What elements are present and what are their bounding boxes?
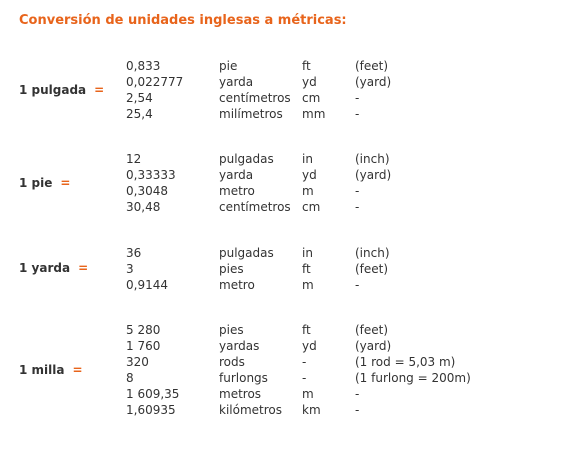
conversion-group-milla [0,322,564,422]
conversion-group-pulgada [0,58,564,128]
unit-abbreviation: in [302,152,313,166]
unit-name: pies [219,323,244,337]
conversion-value: 1 760 [126,339,161,353]
conversion-value: 30,48 [126,200,161,214]
unit-note: - [355,387,360,401]
unit-abbreviation: yd [302,339,317,353]
conversion-value: 0,33333 [126,168,176,182]
unit-label [19,83,104,97]
unit-name: metros [219,387,262,401]
unit-abbreviation: km [302,403,321,417]
unit-label [19,261,88,275]
unit-label-text: 1 yarda [19,261,71,275]
unit-note: (feet) [355,323,389,337]
unit-note: (inch) [355,246,390,260]
equals-sign: = [94,83,105,97]
unit-label-text: 1 milla [19,363,65,377]
conversion-value: 0,3048 [126,184,168,198]
unit-abbreviation: cm [302,91,321,105]
conversion-value: 2,54 [126,91,153,105]
conversion-group-yarda [0,245,564,297]
unit-name: yardas [219,339,260,353]
unit-name: pies [219,262,244,276]
equals-sign: = [72,363,83,377]
unit-name: yarda [219,75,254,89]
unit-name: pie [219,59,238,73]
unit-label-text: 1 pie [19,176,53,190]
unit-name: rods [219,355,245,369]
conversion-value: 1 609,35 [126,387,180,401]
unit-note: (yard) [355,75,392,89]
unit-note: (feet) [355,262,389,276]
unit-abbreviation: m [302,387,314,401]
unit-note: (yard) [355,339,392,353]
equals-sign: = [60,176,71,190]
unit-abbreviation: in [302,246,313,260]
unit-name: pulgadas [219,152,274,166]
unit-abbreviation: ft [302,262,311,276]
unit-abbreviation: yd [302,168,317,182]
unit-note: - [355,403,360,417]
unit-note: (feet) [355,59,389,73]
unit-label-text: 1 pulgada [19,83,87,97]
unit-abbreviation: m [302,184,314,198]
unit-name: metro [219,278,255,292]
conversion-value: 5 280 [126,323,161,337]
unit-label [19,176,70,190]
unit-note: - [355,200,360,214]
unit-note: - [355,91,360,105]
unit-note: (1 furlong = 200m) [355,371,471,385]
conversion-value: 12 [126,152,142,166]
unit-note: - [355,107,360,121]
unit-name: centímetros [219,200,291,214]
unit-name: centímetros [219,91,291,105]
unit-name: furlongs [219,371,268,385]
conversion-value: 36 [126,246,142,260]
unit-name: metro [219,184,255,198]
unit-abbreviation: m [302,278,314,292]
conversion-value: 0,022777 [126,75,184,89]
conversion-value: 3 [126,262,134,276]
conversion-value: 1,60935 [126,403,176,417]
conversion-value: 0,833 [126,59,161,73]
conversion-value: 25,4 [126,107,153,121]
unit-abbreviation: ft [302,59,311,73]
unit-note: - [355,184,360,198]
unit-note: (1 rod = 5,03 m) [355,355,456,369]
unit-abbreviation: - [302,371,307,385]
unit-abbreviation: - [302,355,307,369]
unit-label [19,363,83,377]
unit-note: (inch) [355,152,390,166]
unit-abbreviation: cm [302,200,321,214]
unit-note: (yard) [355,168,392,182]
conversion-value: 320 [126,355,149,369]
page-title: Conversión de unidades inglesas a métricas: [19,13,347,28]
unit-name: kilómetros [219,403,282,417]
unit-name: pulgadas [219,246,274,260]
unit-abbreviation: ft [302,323,311,337]
unit-note: - [355,278,360,292]
unit-name: milímetros [219,107,283,121]
conversion-group-pie [0,151,564,221]
unit-name: yarda [219,168,254,182]
conversion-value: 8 [126,371,134,385]
equals-sign: = [78,261,89,275]
unit-abbreviation: yd [302,75,317,89]
unit-abbreviation: mm [302,107,326,121]
conversion-value: 0,9144 [126,278,168,292]
